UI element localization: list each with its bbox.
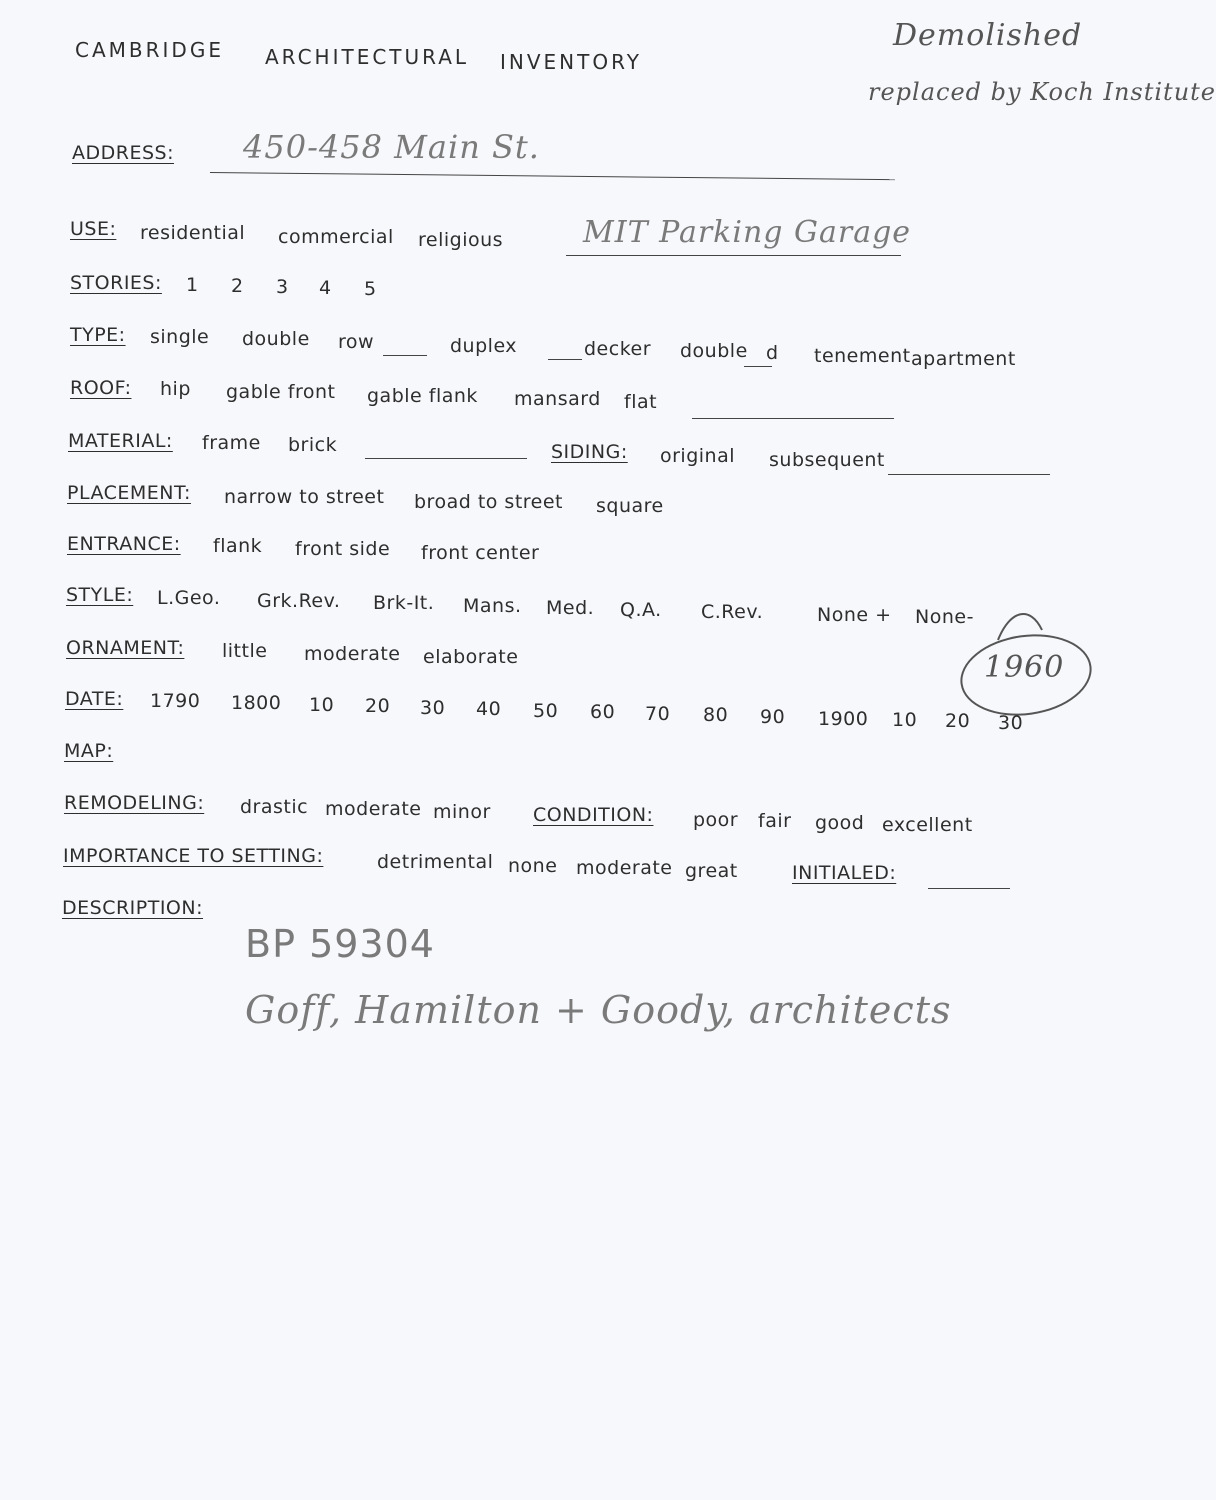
type-option: double <box>242 328 310 350</box>
date-option: 30 <box>420 697 446 719</box>
date-option: 1800 <box>231 692 282 714</box>
date-option: 10 <box>309 694 335 716</box>
material-option: brick <box>288 434 338 456</box>
style-option: None- <box>915 606 974 628</box>
condition-option: excellent <box>882 814 973 836</box>
type-option: apartment <box>911 348 1016 370</box>
importance-label: IMPORTANCE TO SETTING: <box>63 845 324 867</box>
placement-option: narrow to street <box>224 486 385 508</box>
date-option: 1790 <box>150 690 201 712</box>
type-option: decker <box>584 338 652 360</box>
date-option: 50 <box>533 700 559 722</box>
type-option: double <box>680 340 748 362</box>
condition-option: poor <box>693 809 739 831</box>
style-option: Q.A. <box>620 599 662 621</box>
address-underline <box>210 172 895 180</box>
title-architectural: ARCHITECTURAL <box>265 45 470 69</box>
use-option-residential: residential <box>140 222 246 244</box>
date-option: 20 <box>945 710 971 732</box>
entrance-option: flank <box>213 535 263 557</box>
style-option: None + <box>817 604 892 626</box>
placement-label: PLACEMENT: <box>67 482 191 504</box>
type-blank <box>383 355 427 356</box>
material-label: MATERIAL: <box>68 430 173 452</box>
remodeling-option: minor <box>433 801 491 823</box>
initialed-blank <box>928 888 1010 889</box>
title-inventory: INVENTORY <box>500 50 642 74</box>
ornament-option: little <box>222 640 268 662</box>
title-cambridge: CAMBRIDGE <box>75 38 224 62</box>
remodeling-option: drastic <box>240 796 309 818</box>
date-option: 70 <box>645 703 671 725</box>
siding-label: SIDING: <box>551 441 628 463</box>
circle-tail-mark <box>990 600 1050 650</box>
use-underline <box>566 255 901 256</box>
importance-option: great <box>685 860 738 882</box>
date-option: 1900 <box>818 708 869 730</box>
importance-option: none <box>508 855 558 877</box>
type-option: tenement <box>814 345 911 367</box>
note-demolished: Demolished <box>893 18 1083 53</box>
placement-option: broad to street <box>414 491 564 513</box>
use-handwritten: MIT Parking Garage <box>583 215 912 250</box>
stories-option: 1 <box>186 274 199 296</box>
type-option: duplex <box>450 335 518 357</box>
description-architects: Goff, Hamilton + Goody, architects <box>245 988 952 1032</box>
stories-label: STORIES: <box>70 272 162 294</box>
stories-option: 3 <box>276 276 289 298</box>
date-option: 80 <box>703 704 729 726</box>
note-replaced: replaced by Koch Institute <box>868 78 1216 106</box>
remodeling-option: moderate <box>325 798 422 820</box>
condition-label: CONDITION: <box>533 804 654 826</box>
stories-option: 2 <box>231 275 244 297</box>
ornament-option: moderate <box>304 643 401 665</box>
style-option: Brk-It. <box>373 592 435 614</box>
siding-blank <box>888 474 1050 475</box>
roof-blank <box>692 418 894 419</box>
style-option: L.Geo. <box>157 587 221 609</box>
use-option-religious: religious <box>418 229 504 251</box>
description-label: DESCRIPTION: <box>62 897 204 919</box>
condition-option: good <box>815 812 865 834</box>
ornament-label: ORNAMENT: <box>66 637 185 659</box>
roof-option: hip <box>160 378 191 400</box>
style-option: Mans. <box>463 595 522 617</box>
entrance-option: front side <box>295 538 391 560</box>
importance-option: detrimental <box>377 851 494 873</box>
date-option: 20 <box>365 695 391 717</box>
address-value: 450-458 Main St. <box>243 128 540 166</box>
condition-option: fair <box>758 810 792 832</box>
description-bp-number: BP 59304 <box>245 922 435 966</box>
date-label: DATE: <box>65 688 124 710</box>
remodeling-label: REMODELING: <box>64 792 205 814</box>
style-option: Grk.Rev. <box>257 590 341 612</box>
material-blank <box>365 458 527 459</box>
date-option: 10 <box>892 709 918 731</box>
date-option: 90 <box>760 706 786 728</box>
roof-option: mansard <box>514 388 601 410</box>
style-label: STYLE: <box>66 584 134 606</box>
entrance-option: front center <box>421 542 540 564</box>
style-option: Med. <box>546 597 595 619</box>
initialed-label: INITIALED: <box>792 862 897 884</box>
material-option: frame <box>202 432 261 454</box>
use-option-commercial: commercial <box>278 226 394 248</box>
type-blank <box>548 359 582 360</box>
use-label: USE: <box>70 218 117 240</box>
roof-option: gable flank <box>367 385 478 407</box>
roof-option: gable front <box>226 381 336 403</box>
circled-date: 1960 <box>984 650 1065 685</box>
type-option: single <box>150 326 210 348</box>
importance-option: moderate <box>576 857 673 879</box>
date-option: 30 <box>998 712 1024 734</box>
date-option: 40 <box>476 698 502 720</box>
placement-option: square <box>596 495 664 517</box>
ornament-option: elaborate <box>423 646 519 668</box>
map-label: MAP: <box>64 740 114 762</box>
roof-option: flat <box>624 391 658 413</box>
type-option: row <box>338 331 375 353</box>
stories-option: 4 <box>319 277 332 299</box>
entrance-label: ENTRANCE: <box>67 533 181 555</box>
date-option: 60 <box>590 701 616 723</box>
stories-option: 5 <box>364 278 377 300</box>
address-label: ADDRESS: <box>72 142 174 164</box>
siding-option: original <box>660 445 736 467</box>
roof-label: ROOF: <box>70 377 132 399</box>
type-blank <box>744 366 772 367</box>
style-option: C.Rev. <box>701 601 764 623</box>
type-label: TYPE: <box>70 324 126 346</box>
type-option: d <box>766 342 779 364</box>
siding-option: subsequent <box>769 449 885 471</box>
